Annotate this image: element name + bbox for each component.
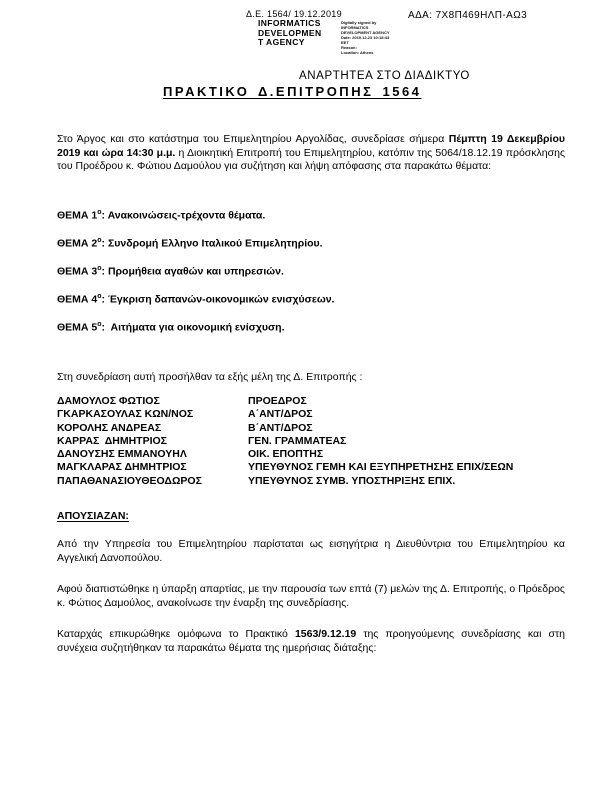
member-role: ΥΠΕΥΘΥΝΟΣ ΣΥΜΒ. ΥΠΟΣΤΗΡΙΞΗΣ ΕΠΙΧ.	[248, 474, 456, 487]
topic-ordinal: ο	[97, 265, 102, 272]
topic-number: ΘΕΜΑ 5	[57, 321, 98, 334]
member-row	[57, 422, 565, 435]
member-role: ΠΡΟΕΔΡΟΣ	[248, 395, 307, 407]
previous-minutes-ref: 1563/9.12.19	[294, 628, 357, 640]
signature-line: Date: 2019.12.23 10:18:43	[341, 35, 390, 40]
intro-text: η Διοικητική Επιτροπή του Επιμελητηρίου, κατόπιν της 5064/18.12.19 πρόσκλησης του Προέδρου κ. Φώτιου Δαμούλου για συζήτηση και λήψη απόφασης στα παρακάτω θέματα:	[57, 146, 565, 172]
topic-number: ΘΕΜΑ 4	[57, 293, 98, 306]
signature-line: Reason:	[341, 45, 357, 50]
agenda-topic	[57, 209, 565, 222]
member-name: ΠΑΠΑΘΑΝΑΣΙΟΥΘΕΟΔΩΡΟΣ	[57, 474, 202, 487]
member-row	[57, 475, 565, 488]
absent-heading: ΑΠΟΥΣΙΑΖΑΝ:	[57, 510, 129, 522]
member-row	[57, 461, 565, 474]
member-name: ΚΟΡΟΛΗΣ ΑΝΔΡΕΑΣ	[57, 421, 162, 434]
quorum-paragraph: Αφού διαπιστώθηκε η ύπαρξη απαρτίας, με την παρουσία των επτά (7) μελών της Δ. Επιτροπής, ο Πρόεδρος κ. Φώτιος Δαμούλος, ανακοίνωσε την έναρξη της συνεδρίασης.	[57, 583, 565, 609]
digital-signature-details	[341, 20, 411, 55]
member-role: Β΄ΑΝΤ/ΔΡΟΣ	[248, 421, 313, 434]
topic-ordinal: ο	[97, 321, 102, 328]
topic-text: : Αιτήματα για οικονομική ενίσχυση.	[101, 321, 285, 334]
topic-number: ΘΕΜΑ 3	[57, 265, 98, 278]
topic-text: : Συνδρομή Ελληνο Ιταλικού Επιμελητηρίου.	[101, 237, 323, 250]
members-list	[57, 395, 565, 488]
member-row	[57, 408, 565, 421]
signature-line: INFORMATICS	[341, 25, 369, 30]
stamp-agency-line: T AGENCY	[258, 37, 305, 47]
signature-line: Location: Athens	[341, 50, 374, 55]
member-name: ΔΑΜΟΥΛΟΣ ΦΩΤΙΟΣ	[57, 395, 160, 407]
member-name: ΜΑΓΚΛΑΡΑΣ ΔΗΜΗΤΡΙΟΣ	[57, 461, 187, 474]
agenda-topic	[57, 321, 565, 334]
topic-number: ΘΕΜΑ 2	[57, 237, 98, 250]
advisor-paragraph: Από την Υπηρεσία του Επιμελητηρίου παρίσταται ως εισηγήτρια η Διευθύντρια του Επιμελητηρίου κα Αγγελική Δανοπούλου.	[57, 538, 565, 564]
member-name: ΚΑΡΡΑΣ ΔΗΜΗΤΡΙΟΣ	[57, 434, 167, 447]
member-row	[57, 448, 565, 461]
meeting-datetime: Πέμπτη 19 Δεκεμβρίου 2019 και ώρα 14:30 μ.μ.	[57, 133, 565, 159]
member-role: Α΄ΑΝΤ/ΔΡΟΣ	[248, 408, 313, 421]
members-intro: Στη συνεδρίαση αυτή προσήλθαν τα εξής μέλη της Δ. Επιτροπής :	[57, 371, 363, 383]
member-row	[57, 435, 565, 448]
member-role: ΥΠΕΥΘΥΝΟΣ ΓΕΜΗ ΚΑΙ ΕΞΥΠΗΡΕΤΗΣΗΣ ΕΠΙΧ/ΣΕΩΝ	[248, 461, 514, 474]
ratify-text: Καταρχάς επικυρώθηκε ομόφωνα το Πρακτικό	[57, 628, 295, 640]
signature-line: DEVELOPMENT AGENCY	[341, 30, 390, 35]
agenda-topics	[57, 209, 565, 349]
ada-code: ΑΔΑ: 7Χ8Π469ΗΛΠ-ΑΩ3	[408, 10, 528, 21]
topic-ordinal: ο	[97, 293, 102, 300]
intro-paragraph	[57, 133, 565, 174]
topic-text: : Ανακοινώσεις-τρέχοντα θέματα.	[101, 209, 266, 222]
intro-text: Στο Άργος και στο κατάστημα του Επιμελητηρίου Αργολίδας, συνεδρίασε σήμερα	[57, 133, 449, 145]
agenda-topic	[57, 293, 565, 306]
topic-ordinal: ο	[97, 209, 102, 216]
ratify-paragraph	[57, 628, 565, 655]
ratify-text: της προηγούμενης συνεδρίασης και στη συνέχεια συζητήθηκαν τα παρακάτω θέματα της ημερήσιας διάταξης:	[57, 628, 565, 654]
member-role: ΟΙΚ. ΕΠΟΠΤΗΣ	[248, 448, 324, 461]
agenda-topic	[57, 265, 565, 278]
doc-ref: Δ.Ε. 1564/ 19.12.2019	[246, 9, 342, 19]
signature-line: Digitally signed by	[341, 20, 377, 25]
agenda-topic	[57, 237, 565, 250]
topic-number: ΘΕΜΑ 1	[57, 209, 98, 222]
topic-ordinal: ο	[97, 237, 102, 244]
topic-text: : Έγκριση δαπανών-οικονομικών ενισχύσεων.	[101, 293, 335, 306]
publish-notice: ΑΝΑΡΤΗΤΕΑ ΣΤΟ ΔΙΑΔΙΚΤΥΟ	[299, 70, 470, 82]
diavgeia-stamp-agency	[258, 19, 322, 48]
member-role: ΓΕΝ. ΓΡΑΜΜΑΤΕΑΣ	[248, 434, 347, 447]
signature-line: EET	[341, 40, 349, 45]
topic-text: : Προμήθεια αγαθών και υπηρεσιών.	[101, 265, 284, 278]
member-name: ΔΑΝΟΥΣΗΣ ΕΜΜΑΝΟΥΗΛ	[57, 448, 187, 461]
member-row	[57, 395, 565, 408]
member-name: ΓΚΑΡΚΑΣΟΥΛΑΣ ΚΩΝ/ΝΟΣ	[57, 408, 194, 421]
stamp-agency-line: DEVELOPMEN	[258, 27, 322, 38]
page-title: ΠΡΑΚΤΙΚΟ Δ.ΕΠΙΤΡΟΠΗΣ 1564	[163, 84, 422, 99]
stamp-agency-line: INFORMATICS	[258, 18, 321, 28]
